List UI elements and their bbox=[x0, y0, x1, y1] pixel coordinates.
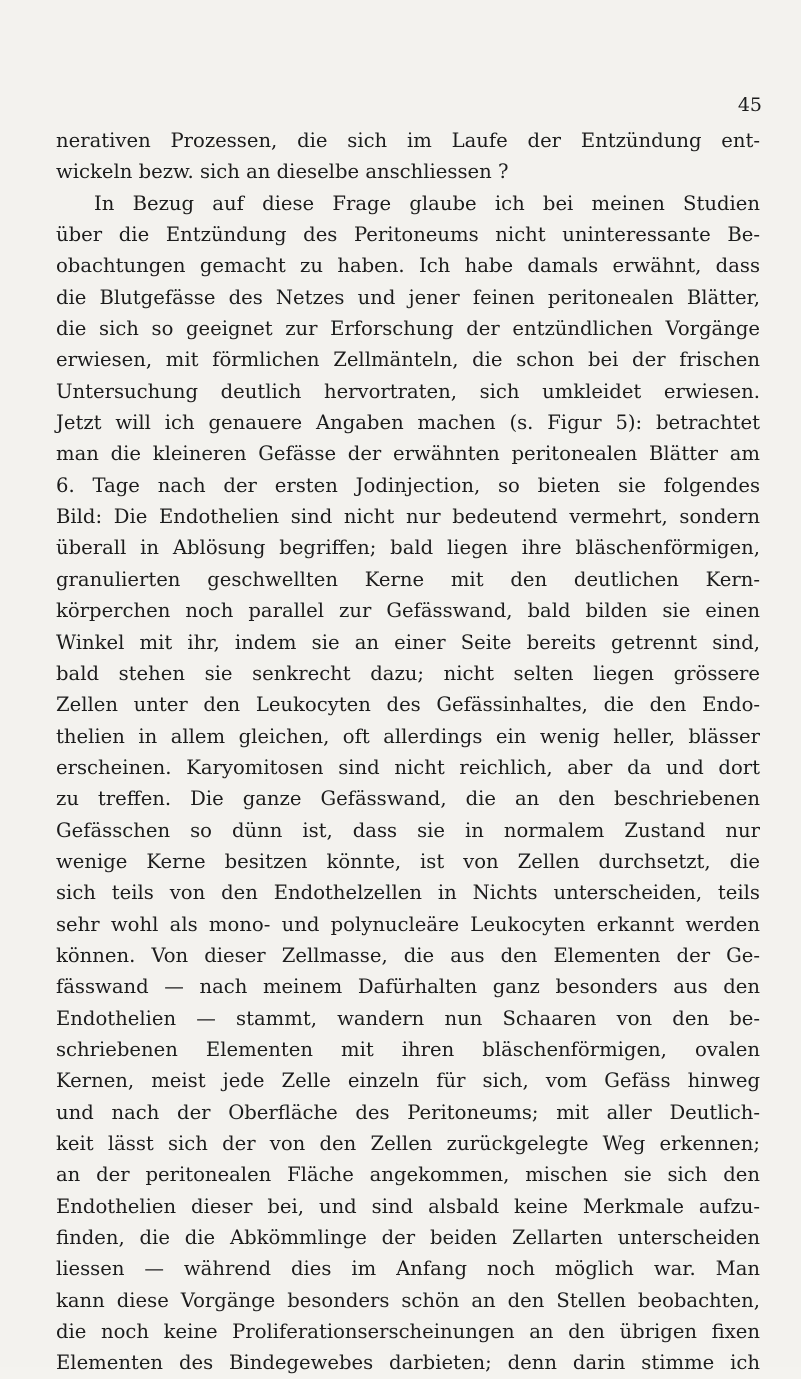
text-line: wenige Kerne besitzen könnte, ist von Zellen durchsetzt, die bbox=[56, 849, 760, 873]
text-line: Gefässchen so dünn ist, dass sie in normalem Zustand nur bbox=[56, 818, 760, 842]
text-line: über die Entzündung des Peritoneums nicht uninteressante Be- bbox=[56, 223, 760, 247]
text-line: körperchen noch parallel zur Gefässwand, bald bilden sie einen bbox=[56, 599, 760, 623]
text-line: kann diese Vorgänge besonders schön an den Stellen beobachten, bbox=[56, 1288, 760, 1312]
text-line: obachtungen gemacht zu haben. Ich habe damals erwähnt, dass bbox=[56, 254, 760, 278]
text-line: Endothelien dieser bei, und sind alsbald keine Merkmale aufzu- bbox=[56, 1194, 760, 1218]
body-text bbox=[56, 125, 760, 1379]
text-line: fässwand — nach meinem Dafürhalten ganz besonders aus den bbox=[56, 975, 760, 999]
text-line: zu treffen. Die ganze Gefässwand, die an den beschriebenen bbox=[56, 787, 760, 811]
text-line: sich teils von den Endothelzellen in Nichts unterscheiden, teils bbox=[56, 881, 760, 905]
text-line: können. Von dieser Zellmasse, die aus den Elementen der Ge- bbox=[56, 943, 760, 967]
page-number: 45 bbox=[737, 94, 762, 116]
text-line: 6. Tage nach der ersten Jodinjection, so bieten sie folgendes bbox=[56, 473, 760, 497]
text-line: Bild: Die Endothelien sind nicht nur bedeutend vermehrt, sondern bbox=[56, 505, 760, 529]
text-line: die Blutgefässe des Netzes und jener feinen peritonealen Blätter, bbox=[56, 285, 760, 309]
text-line: die noch keine Proliferationserscheinungen an den übrigen fixen bbox=[56, 1320, 760, 1344]
text-line: Winkel mit ihr, indem sie an einer Seite bereits getrennt sind, bbox=[56, 630, 760, 654]
text-line: finden, die die Abkömmlinge der beiden Zellarten unterscheiden bbox=[56, 1226, 760, 1250]
text-line: nerativen Prozessen, die sich im Laufe der Entzündung ent- bbox=[56, 129, 760, 152]
text-line: thelien in allem gleichen, oft allerdings ein wenig heller, blässer bbox=[56, 724, 760, 748]
text-line: Jetzt will ich genauere Angaben machen (s. Figur 5): betrachtet bbox=[56, 411, 760, 435]
text-line: keit lässt sich der von den Zellen zurückgelegte Weg erkennen; bbox=[56, 1132, 760, 1155]
text-line: liessen — während dies im Anfang noch möglich war. Man bbox=[56, 1257, 760, 1281]
text-line: Endothelien — stammt, wandern nun Schaaren von den be- bbox=[56, 1006, 760, 1030]
text-line: In Bezug auf diese Frage glaube ich bei meinen Studien bbox=[94, 191, 760, 215]
text-line: man die kleineren Gefässe der erwähnten peritonealen Blätter am bbox=[56, 442, 760, 466]
text-line: wickeln bezw. sich an dieselbe anschliessen ? bbox=[56, 160, 509, 184]
text-line: und nach der Oberfläche des Peritoneums; mit aller Deutlich- bbox=[56, 1100, 760, 1124]
text-line: die sich so geeignet zur Erforschung der entzündlichen Vorgänge bbox=[56, 317, 760, 341]
text-line: erscheinen. Karyomitosen sind nicht reichlich, aber da und dort bbox=[56, 755, 760, 779]
text-line: an der peritonealen Fläche angekommen, mischen sie sich den bbox=[56, 1163, 760, 1187]
text-line: Zellen unter den Leukocyten des Gefässinhaltes, die den Endo- bbox=[56, 693, 760, 717]
text-line: granulierten geschwellten Kerne mit den deutlichen Kern- bbox=[56, 567, 760, 591]
text-line: erwiesen, mit förmlichen Zellmänteln, die schon bei der frischen bbox=[56, 348, 760, 372]
text-line: Kernen, meist jede Zelle einzeln für sich, vom Gefäss hinweg bbox=[56, 1069, 760, 1093]
text-line: Untersuchung deutlich hervortraten, sich umkleidet erwiesen. bbox=[56, 379, 760, 403]
text-line: sehr wohl als mono- und polynucleäre Leukocyten erkannt werden bbox=[56, 912, 760, 936]
text-line: Elementen des Bindegewebes darbieten; denn darin stimme ich bbox=[56, 1351, 760, 1375]
text-line: überall in Ablösung begriffen; bald liegen ihre bläschenförmigen, bbox=[56, 536, 760, 560]
text-line: schriebenen Elementen mit ihren bläschenförmigen, ovalen bbox=[56, 1037, 760, 1061]
text-line: bald stehen sie senkrecht dazu; nicht selten liegen grössere bbox=[56, 661, 760, 685]
